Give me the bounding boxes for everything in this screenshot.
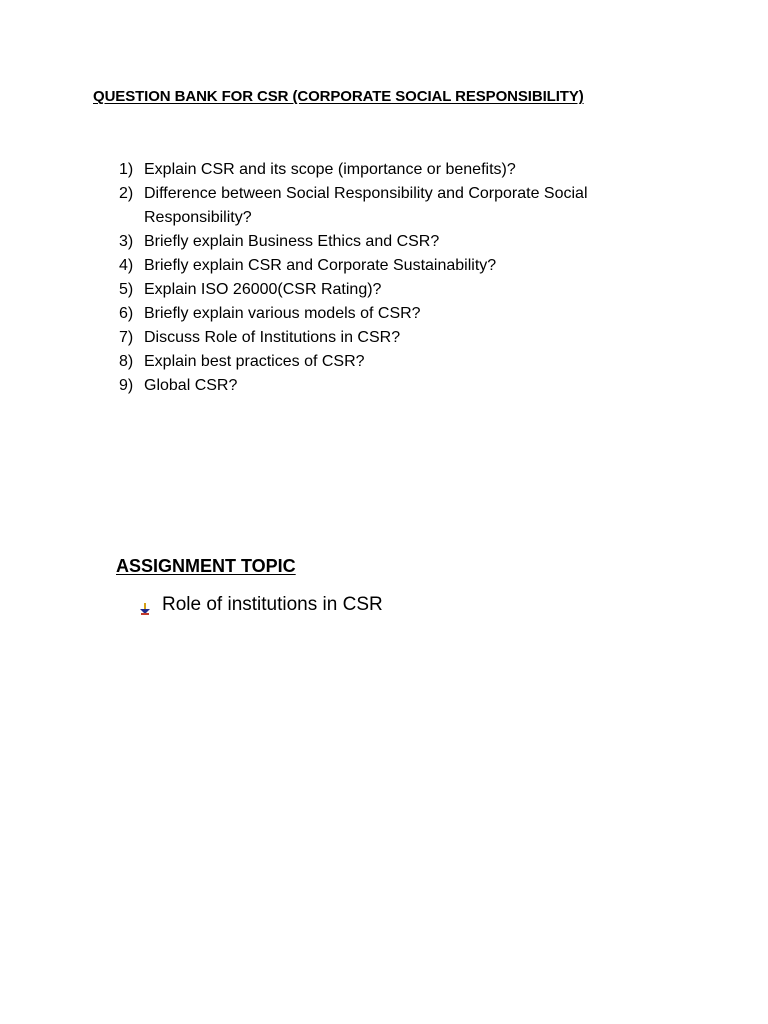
question-text: Difference between Social Responsibility and Corporate Social Responsibility? — [144, 185, 588, 226]
assignment-topic-text: Role of institutions in CSR — [162, 594, 383, 615]
question-number: 2) — [119, 185, 134, 202]
question-number: 9) — [119, 377, 134, 394]
question-item — [119, 158, 619, 182]
question-text: Briefly explain Business Ethics and CSR? — [144, 233, 440, 250]
question-item — [119, 326, 619, 350]
question-text: Explain CSR and its scope (importance or benefits)? — [144, 161, 516, 178]
question-item — [119, 302, 619, 326]
question-item — [119, 230, 619, 254]
question-item — [119, 182, 619, 230]
question-list — [119, 158, 619, 398]
question-number: 6) — [119, 305, 134, 322]
question-text: Briefly explain various models of CSR? — [144, 305, 421, 322]
question-text: Briefly explain CSR and Corporate Sustainability? — [144, 257, 497, 274]
question-number: 8) — [119, 353, 134, 370]
question-number: 7) — [119, 329, 134, 346]
question-item — [119, 254, 619, 278]
question-number: 3) — [119, 233, 134, 250]
question-text: Explain best practices of CSR? — [144, 353, 365, 370]
question-text: Discuss Role of Institutions in CSR? — [144, 329, 401, 346]
question-text: Explain ISO 26000(CSR Rating)? — [144, 281, 382, 298]
document-title: QUESTION BANK FOR CSR (CORPORATE SOCIAL RESPONSIBILITY) — [93, 88, 584, 105]
question-number: 1) — [119, 161, 134, 178]
question-text: Global CSR? — [144, 377, 238, 394]
question-number: 5) — [119, 281, 134, 298]
question-item — [119, 374, 619, 398]
arrow-down-bullet-icon — [138, 600, 152, 614]
question-number: 4) — [119, 257, 134, 274]
assignment-topic-item — [138, 594, 383, 616]
question-item — [119, 350, 619, 374]
question-item — [119, 278, 619, 302]
assignment-heading: ASSIGNMENT TOPIC — [116, 556, 296, 576]
